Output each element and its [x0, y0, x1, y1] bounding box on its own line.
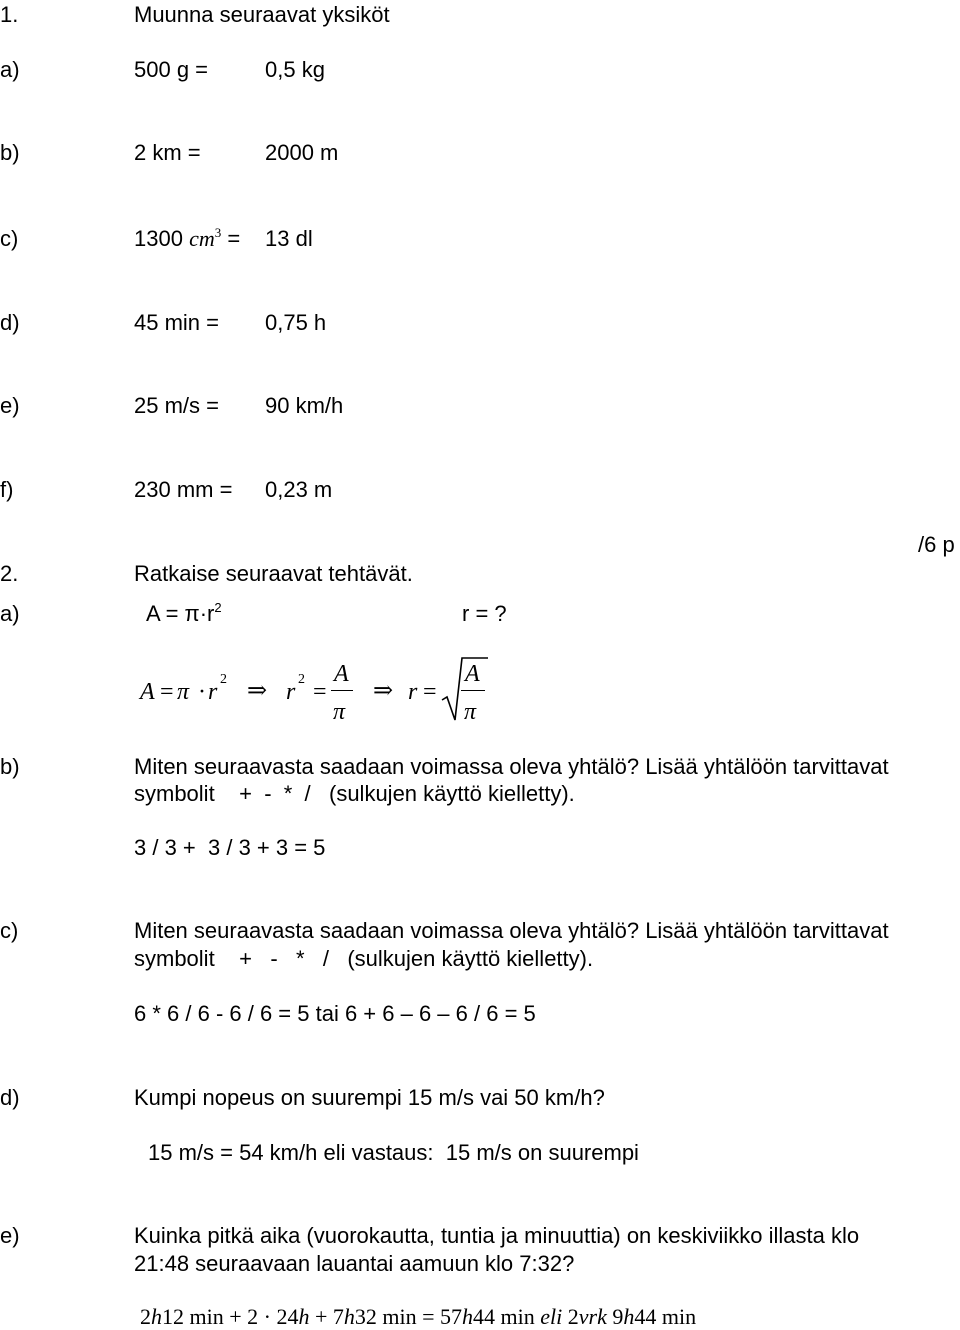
- task2-d-label: d): [0, 1085, 20, 1110]
- task1-e-from: 25 m/s =: [134, 393, 219, 418]
- deriv-frac1-den: π: [333, 699, 346, 725]
- task1-c-to: 13 dl: [265, 226, 313, 251]
- task2-a-question: r = ?: [462, 601, 507, 626]
- deriv-implies1: ⇒: [247, 678, 268, 704]
- task1-e-to: 90 km/h: [265, 393, 344, 418]
- task1-a-to: 0,5 kg: [265, 57, 325, 82]
- ans-part: 2: [140, 1304, 151, 1329]
- task2-title: Ratkaise seuraavat tehtävät.: [134, 561, 413, 586]
- task1-f-label: f): [0, 477, 14, 502]
- task2-d-answer: 15 m/s = 54 km/h eli vastaus: 15 m/s on suurempi: [148, 1140, 639, 1165]
- ans-unit-h: h: [298, 1304, 310, 1329]
- deriv-frac1-num: A: [334, 661, 349, 687]
- task1-c-number: 1300: [134, 226, 183, 251]
- deriv-r1: r: [208, 679, 218, 705]
- task2-b-label: b): [0, 754, 20, 779]
- task1-d-from: 45 min =: [134, 310, 219, 335]
- task2-e-line2: 21:48 seuraavaan lauantai aamuun klo 7:32?: [134, 1251, 575, 1276]
- task1-a-label: a): [0, 57, 20, 82]
- ans-part: 32 min = 57: [354, 1304, 463, 1329]
- deriv-r3: r: [408, 679, 418, 705]
- task1-c-from: [134, 225, 241, 251]
- ans-unit-h: h: [462, 1304, 474, 1329]
- ans-unit-h: h: [343, 1304, 355, 1329]
- ans-part: 44 min: [634, 1304, 697, 1329]
- task2-a-label: a): [0, 601, 20, 626]
- deriv-pi1: π: [177, 679, 190, 705]
- task2-c-line2: symbolit + - * / (sulkujen käyttö kielletty).: [134, 946, 594, 971]
- ans-part: 44 min: [473, 1304, 541, 1329]
- task1-f-from: 230 mm =: [134, 477, 233, 502]
- deriv-frac2-bar: [461, 690, 485, 691]
- task2-e-answer: [140, 1306, 696, 1328]
- task2-b-answer: 3 / 3 + 3 / 3 + 3 = 5: [134, 835, 326, 860]
- deriv-frac1-bar: [331, 690, 353, 691]
- task1-b-label: b): [0, 140, 20, 165]
- task2-e-label: e): [0, 1223, 20, 1248]
- ans-unit-h: h: [151, 1304, 162, 1329]
- task2-b-line1: Miten seuraavasta saadaan voimassa oleva yhtälö? Lisää yhtälöön tarvittavat: [134, 754, 889, 779]
- ans-unit-vrk: vrk: [578, 1304, 607, 1329]
- ans-word-eli: eli: [540, 1304, 563, 1329]
- task2-e-line1: Kuinka pitkä aika (vuorokautta, tuntia ja minuuttia) on keskiviikko illasta klo: [134, 1223, 860, 1248]
- ans-part: 9: [606, 1304, 624, 1329]
- deriv-eq1: =: [160, 679, 174, 705]
- deriv-eq2: =: [313, 679, 327, 705]
- task2-d-question: Kumpi nopeus on suurempi 15 m/s vai 50 km/h?: [134, 1085, 605, 1110]
- task2-a-formula-lhs: A = π·r: [146, 601, 215, 626]
- task1-c-label: c): [0, 226, 19, 251]
- task2-c-line1: Miten seuraavasta saadaan voimassa oleva yhtälö? Lisää yhtälöön tarvittavat: [134, 918, 889, 943]
- task2-c-answer: 6 * 6 / 6 - 6 / 6 = 5 tai 6 + 6 – 6 – 6 / 6 = 5: [134, 1001, 536, 1026]
- task1-b-to: 2000 m: [265, 140, 339, 165]
- deriv-sq1: 2: [220, 672, 227, 687]
- deriv-sq2: 2: [298, 672, 305, 687]
- deriv-frac2-num: A: [465, 661, 480, 687]
- ans-part: + 7: [309, 1304, 344, 1329]
- task2-b-line2: symbolit + - * / (sulkujen käyttö kielletty).: [134, 781, 575, 806]
- deriv-A1: A: [140, 679, 155, 705]
- task1-c-unit: cm: [189, 226, 215, 251]
- ans-part: 2: [562, 1304, 579, 1329]
- task1-b-from: 2 km =: [134, 140, 201, 165]
- task1-f-to: 0,23 m: [265, 477, 333, 502]
- task2-a-formula-exponent: 2: [214, 600, 222, 615]
- task1-number: 1.: [0, 2, 19, 27]
- task1-e-label: e): [0, 393, 20, 418]
- deriv-implies2: ⇒: [373, 678, 394, 704]
- ans-unit-h: h: [623, 1304, 635, 1329]
- task1-title: Muunna seuraavat yksiköt: [134, 2, 390, 27]
- task2-a-formula: [146, 600, 222, 626]
- task1-c-equals: =: [227, 226, 241, 251]
- ans-part: 12 min + 2 · 24: [162, 1304, 299, 1329]
- task1-points: /6 p: [918, 532, 955, 557]
- task1-c-exponent: 3: [214, 225, 222, 240]
- deriv-r2: r: [286, 679, 296, 705]
- deriv-eq3: =: [423, 679, 437, 705]
- deriv-dot1: ·: [198, 679, 206, 705]
- task1-a-from: 500 g =: [134, 57, 209, 82]
- task1-d-label: d): [0, 310, 20, 335]
- task2-number: 2.: [0, 561, 19, 586]
- task1-d-to: 0,75 h: [265, 310, 327, 335]
- task2-c-label: c): [0, 918, 19, 943]
- deriv-frac2-den: π: [464, 699, 477, 725]
